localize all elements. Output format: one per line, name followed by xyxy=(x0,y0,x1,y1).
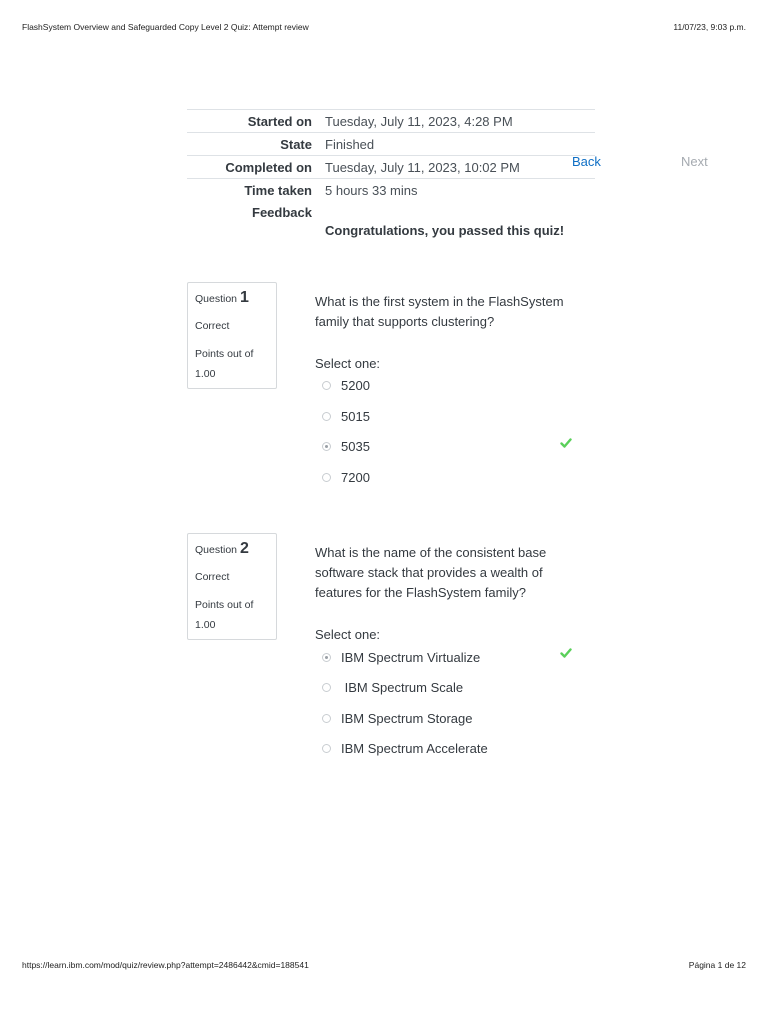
summary-value: 5 hours 33 mins xyxy=(325,179,595,202)
print-datetime: 11/07/23, 9:03 p.m. xyxy=(673,22,746,32)
summary-value: Tuesday, July 11, 2023, 10:02 PM xyxy=(325,156,595,179)
answer-option[interactable] xyxy=(322,711,473,726)
question-info-box xyxy=(187,533,277,640)
radio-button[interactable] xyxy=(322,412,331,421)
summary-label: Feedback xyxy=(252,204,312,220)
question-number: 2 xyxy=(239,540,249,557)
summary-value: Tuesday, July 11, 2023, 4:28 PM xyxy=(325,110,595,133)
answer-label: IBM Spectrum Accelerate xyxy=(341,741,488,756)
answer-option[interactable] xyxy=(322,378,370,393)
summary-label: Started on xyxy=(187,110,325,133)
question-label: Question xyxy=(195,293,238,305)
summary-label: State xyxy=(187,133,325,156)
summary-row-state xyxy=(187,133,595,156)
radio-button[interactable] xyxy=(322,714,331,723)
page-url: https://learn.ibm.com/mod/quiz/review.php?attempt=2486442&cmid=188541 xyxy=(22,960,309,970)
question-number: 1 xyxy=(239,289,249,306)
answer-option[interactable] xyxy=(322,741,488,756)
answer-option-selected[interactable] xyxy=(322,650,480,665)
question-text: What is the name of the consistent base software stack that provides a wealth of features for the FlashSystem family? xyxy=(315,545,547,600)
attempt-summary-table xyxy=(187,109,595,223)
summary-row-feedback xyxy=(187,201,595,223)
summary-row-time-taken xyxy=(187,179,595,202)
answer-label: 5200 xyxy=(341,378,370,393)
radio-button[interactable] xyxy=(322,683,331,692)
select-one-label: Select one: xyxy=(315,627,381,642)
points-value: 1.00 xyxy=(195,368,216,380)
points-label: Points out of xyxy=(195,599,254,611)
answer-label: 7200 xyxy=(341,470,370,485)
print-header xyxy=(22,22,746,32)
answer-option[interactable] xyxy=(322,680,463,695)
radio-button[interactable] xyxy=(322,744,331,753)
feedback-message: Congratulations, you passed this quiz! xyxy=(325,223,565,238)
summary-value: Finished xyxy=(325,133,595,156)
answer-label: IBM Spectrum Storage xyxy=(341,711,473,726)
answer-option[interactable] xyxy=(322,409,370,424)
summary-label: Time taken xyxy=(187,179,325,202)
page-counter: Página 1 de 12 xyxy=(688,960,746,970)
next-link-disabled: Next xyxy=(681,154,708,169)
summary-row-completed xyxy=(187,156,595,179)
summary-row-started xyxy=(187,110,595,133)
correct-check-icon xyxy=(560,647,572,659)
print-footer xyxy=(22,960,746,970)
points-label: Points out of xyxy=(195,348,254,360)
question-status: Correct xyxy=(195,320,230,332)
question-text: What is the first system in the FlashSystem family that supports clustering? xyxy=(315,294,564,329)
answer-label: 5035 xyxy=(341,439,370,454)
question-info-box xyxy=(187,282,277,389)
select-one-label: Select one: xyxy=(315,356,381,371)
back-link[interactable]: Back xyxy=(572,154,601,169)
answer-label: IBM Spectrum Virtualize xyxy=(341,650,481,665)
page-title: FlashSystem Overview and Safeguarded Copy Level 2 Quiz: Attempt review xyxy=(22,22,309,32)
points-value: 1.00 xyxy=(195,619,216,631)
radio-button[interactable] xyxy=(322,473,331,482)
answer-option-selected[interactable] xyxy=(322,439,370,454)
answer-option[interactable] xyxy=(322,470,370,485)
summary-label: Completed on xyxy=(187,156,325,179)
correct-check-icon xyxy=(560,437,572,449)
answer-label: IBM Spectrum Scale xyxy=(341,680,464,695)
question-status: Correct xyxy=(195,571,230,583)
question-label: Question xyxy=(195,544,238,556)
answer-label: 5015 xyxy=(341,409,370,424)
radio-button[interactable] xyxy=(322,381,331,390)
radio-button-checked[interactable] xyxy=(322,442,331,451)
radio-button-checked[interactable] xyxy=(322,653,331,662)
